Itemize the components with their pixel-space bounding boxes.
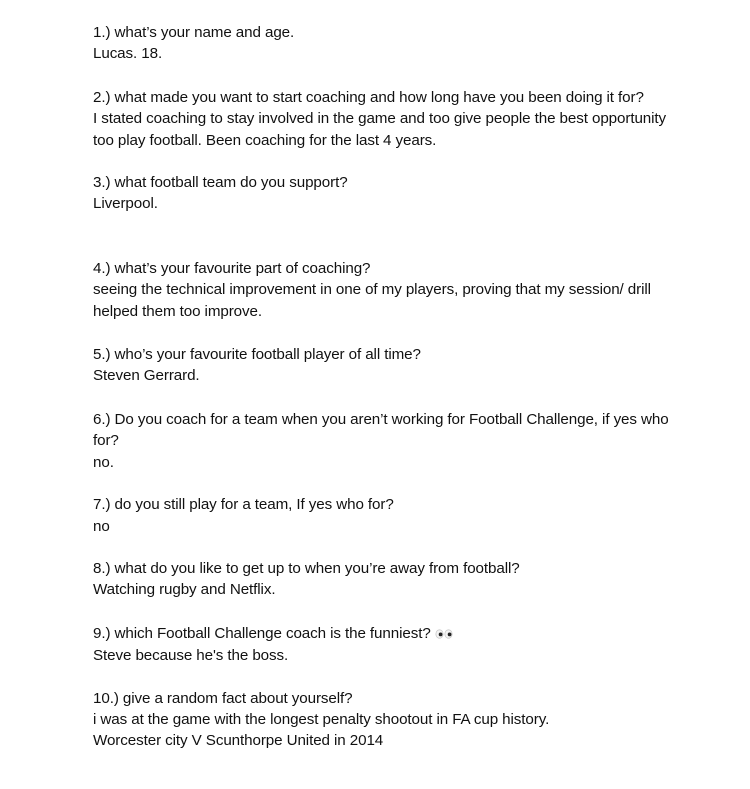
qa-block-3 xyxy=(93,172,683,215)
question-9: 9.) which Football Challenge coach is the funniest? xyxy=(93,624,431,642)
answer-10-line-2: Worcester city V Scunthorpe United in 2014 xyxy=(93,732,384,750)
answer-10-line-1: i was at the game with the longest penalty shootout in FA cup history. xyxy=(93,710,550,728)
question-6: 6.) Do you coach for a team when you aren’t working for Football Challenge, if yes who for? xyxy=(93,410,669,450)
answer-1: Lucas. 18. xyxy=(93,45,163,63)
answer-8: Watching rugby and Netflix. xyxy=(93,581,276,599)
qa-block-10 xyxy=(93,688,683,752)
qa-block-1 xyxy=(93,22,683,65)
question-3: 3.) what football team do you support? xyxy=(93,174,348,192)
document-page xyxy=(93,22,683,752)
qa-block-5 xyxy=(93,344,683,387)
answer-5: Steven Gerrard. xyxy=(93,367,200,385)
qa-block-7 xyxy=(93,494,683,537)
qa-block-4 xyxy=(93,258,683,322)
answer-4: seeing the technical improvement in one of my players, proving that my session/ drill helped them too improve. xyxy=(93,281,651,320)
qa-block-8 xyxy=(93,558,683,601)
question-1: 1.) what’s your name and age. xyxy=(93,24,295,41)
qa-block-6 xyxy=(93,409,683,473)
qa-block-2 xyxy=(93,87,683,151)
question-4: 4.) what’s your favourite part of coaching? xyxy=(93,259,371,277)
answer-3: Liverpool. xyxy=(93,195,158,213)
answer-2: I stated coaching to stay involved in the game and too give people the best opportunity too play football. Been coaching for the last 4 years. xyxy=(93,110,667,149)
question-10: 10.) give a random fact about yourself? xyxy=(93,689,353,707)
question-8: 8.) what do you like to get up to when you’re away from football? xyxy=(93,559,520,577)
answer-7: no xyxy=(93,517,110,535)
eyes-emoji-icon xyxy=(435,624,453,645)
question-9-line xyxy=(93,623,683,645)
question-7: 7.) do you still play for a team, If yes who for? xyxy=(93,496,394,514)
answer-9: Steve because he's the boss. xyxy=(93,647,289,665)
answer-6: no. xyxy=(93,453,114,471)
question-2: 2.) what made you want to start coaching and how long have you been doing it for? xyxy=(93,88,644,106)
qa-block-9 xyxy=(93,623,683,667)
question-5: 5.) who’s your favourite football player of all time? xyxy=(93,346,421,364)
